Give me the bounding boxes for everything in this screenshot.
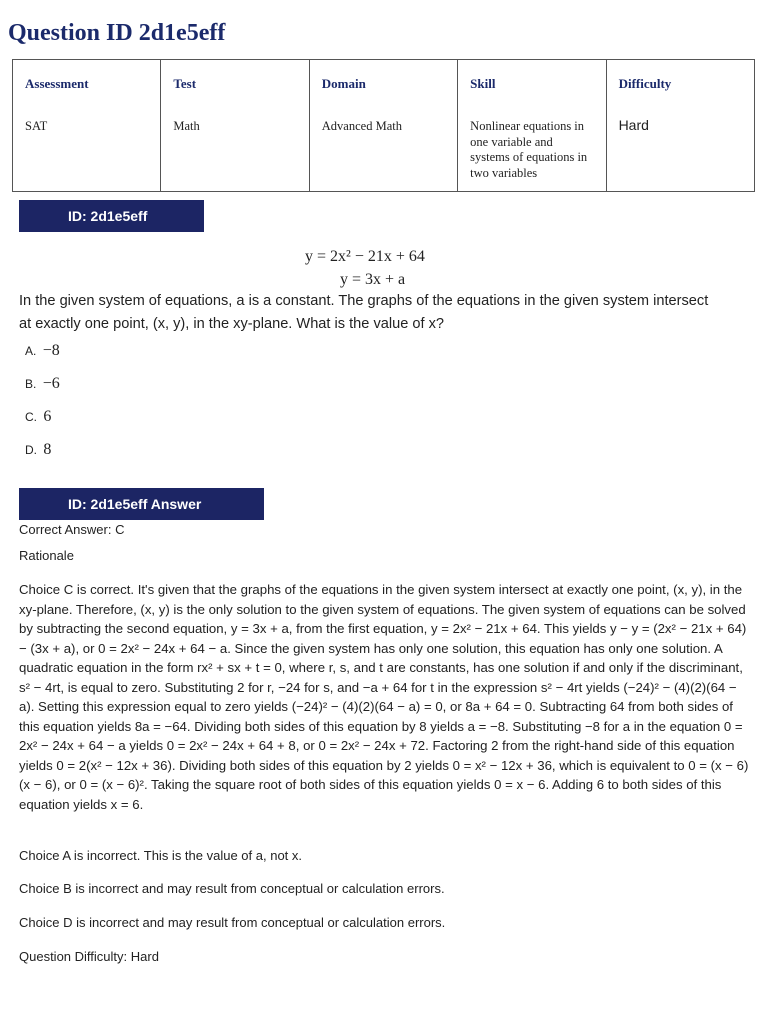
choice-letter: D. [25, 443, 37, 457]
answer-id-banner: ID: 2d1e5eff Answer [19, 488, 264, 520]
choice-letter: A. [25, 344, 37, 358]
question-difficulty: Question Difficulty: Hard [19, 949, 159, 964]
meta-value: Hard [618, 117, 649, 133]
choice-value: −6 [42, 375, 60, 392]
meta-header: Domain [321, 76, 366, 91]
meta-cell-assessment [13, 60, 161, 192]
meta-cell-skill [458, 60, 606, 192]
explanation-choice-b: Choice B is incorrect and may result from conceptual or calculation errors. [19, 881, 445, 896]
explanation-choice-d: Choice D is incorrect and may result from conceptual or calculation errors. [19, 915, 446, 930]
choice-b[interactable] [25, 375, 60, 393]
correct-answer: Correct Answer: C [19, 522, 125, 537]
meta-value: Advanced Math [321, 119, 402, 133]
choice-value: 6 [43, 408, 52, 425]
meta-value: SAT [25, 119, 48, 133]
question-text: In the given system of equations, a is a constant. The graphs of the equations in the given system intersect at exactly one point, (x, y), in the xy-plane. What is the value of x? [19, 293, 709, 332]
page-title: Question ID 2d1e5eff [8, 20, 226, 46]
meta-header: Test [173, 76, 197, 91]
meta-cell-difficulty [606, 60, 754, 192]
rationale-label: Rationale [19, 548, 74, 563]
equation-2: y = 3x + a [340, 271, 406, 288]
meta-cell-test [161, 60, 309, 192]
choice-a[interactable] [25, 342, 60, 360]
choice-d[interactable] [25, 441, 51, 459]
choice-value: 8 [43, 441, 52, 458]
choice-letter: B. [25, 377, 37, 391]
meta-header: Skill [470, 76, 496, 91]
explanation-choice-a: Choice A is incorrect. This is the value of a, not x. [19, 848, 303, 863]
meta-header: Difficulty [618, 76, 672, 91]
explanation-choice-c: Choice C is correct. It's given that the graphs of the equations in the given system intersect at exactly one point, (x, y), in the xy-plane. Therefore, (x, y) is the only solution to the given system of equations. The given system of equations can be solved by subtracting the second equation, y = 3x + a, from the first equation, y = 2x² − 21x + 64. This yields y − y = (2x² − 21x + 64) − (3x + a), or 0 = 2x² − 24x + 64 − a. Since the given system has only one solution, this equation has only one solution. A quadratic equation in the form rx² + sx + t = 0, where r, s, and t are constants, has one solution if and only if the discriminant, s² − 4rt, is equal to zero. Substituting 2 for r, −24 for s, and −a + 64 for t in the expression s² − 4rt yields (−24)² − (4)(2)(64 − a). Setting this expression equal to zero yields (−24)² − (4)(2)(64 − a) = 0, or 8a + 64 = 0. Subtracting 64 from both sides of this equation yields 8a = −64. Dividing both sides of this equation by 8 yields a = −8. Substituting −8 for a in the equation 0 = 2x² − 24x + 64 − a yields 0 = 2x² − 24x + 64 + 8, or 0 = 2x² − 24x + 72. Factoring 2 from the right-hand side of this equation yields 0 = 2(x² − 12x + 36). Dividing both sides of this equation by 2 yields 0 = x² − 12x + 36, which is equivalent to 0 = (x − 6)(x − 6), or 0 = (x − 6)². Taking the square root of both sides of this equation yields 0 = x − 6. Adding 6 to both sides of this equation yields x = 6. [19, 582, 749, 812]
meta-value: Math [173, 119, 200, 133]
question-metadata-table [12, 59, 755, 192]
meta-value: Nonlinear equations in one variable and systems of equations in two variables [470, 119, 588, 180]
question-id-banner: ID: 2d1e5eff [19, 200, 204, 232]
meta-header: Assessment [25, 76, 89, 91]
choice-c[interactable] [25, 408, 51, 426]
choice-value: −8 [42, 342, 60, 359]
equation-1: y = 2x² − 21x + 64 [305, 248, 425, 265]
choice-letter: C. [25, 410, 37, 424]
meta-cell-domain [309, 60, 457, 192]
